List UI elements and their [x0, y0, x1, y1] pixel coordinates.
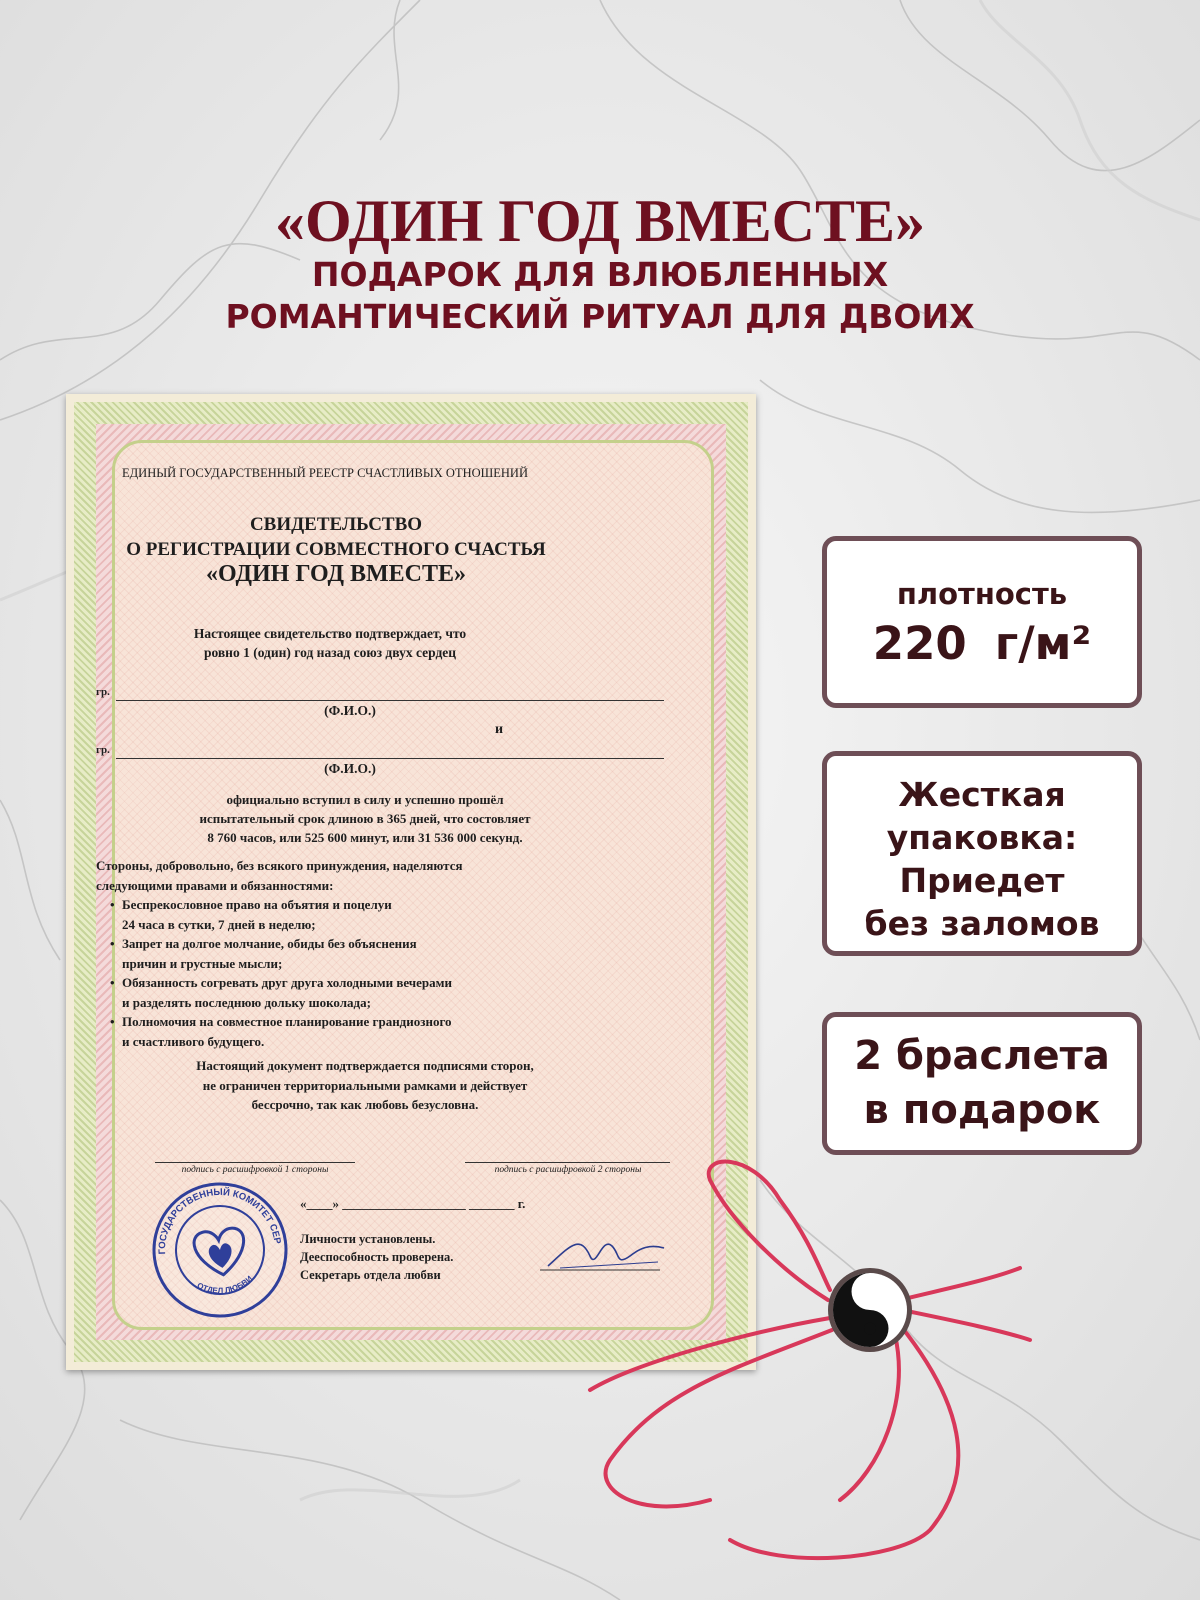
density-value-row	[827, 617, 1137, 670]
fio-label-1: (Ф.И.О.)	[324, 703, 376, 718]
certificate-title-line-3: «ОДИН ГОД ВМЕСТЕ»	[206, 561, 466, 587]
gift-line-1: 2 браслета	[854, 1033, 1110, 1079]
certificate-title-line-2: О РЕГИСТРАЦИИ СОВМЕСТНОГО СЧАСТЬЯ	[126, 539, 546, 560]
rights-item-line: Запрет на долгое молчание, обиды без объяснения	[122, 936, 417, 951]
svg-text:ОТДЕЛ ЛЮБВИ: ОТДЕЛ ЛЮБВИ	[195, 1274, 255, 1296]
fio-label-2: (Ф.И.О.)	[324, 761, 376, 776]
packaging-card	[822, 751, 1142, 956]
intro-line-1: Настоящее свидетельство подтверждает, что	[193, 626, 467, 641]
rights-item-line: и счастливого будущего.	[122, 1033, 265, 1049]
stamp-seal	[150, 1180, 290, 1320]
official-line-1: официально вступил в силу и успешно прошёл	[226, 792, 504, 807]
official-line-3: 8 760 часов, или 525 600 минут, или 31 536 000 секунд.	[207, 830, 523, 845]
rights-intro-1: Стороны, добровольно, без всякого принуждения, наделяются	[96, 858, 463, 873]
gr-label-1: гр.	[96, 686, 110, 698]
packaging-text	[827, 773, 1137, 945]
rights-item	[122, 934, 656, 973]
final-line-1: Настоящий документ подтверждается подписями сторон,	[196, 1058, 534, 1073]
gift-card	[822, 1012, 1142, 1155]
certificate-final	[95, 1056, 635, 1115]
name-line-2	[116, 758, 664, 759]
final-line-3: бессрочно, так как любовь безусловна.	[251, 1097, 479, 1112]
rights-item-line: Беспрекословное право на объятия и поцелуи	[122, 897, 392, 912]
svg-text:ГОСУДАРСТВЕННЫЙ КОМИТЕТ СЕРДЕЧ: ГОСУДАРСТВЕННЫЙ КОМИТЕТ СЕРДЕЧНЫХ	[156, 1186, 283, 1255]
certificate-intro	[100, 624, 560, 662]
hero-subtitle-2: РОМАНТИЧЕСКИЙ РИТУАЛ ДЛЯ ДВОИХ	[225, 297, 975, 336]
name-line-1	[116, 700, 664, 701]
rights-item	[122, 1012, 656, 1051]
verified-line-2: Дееспособность проверена.	[300, 1250, 454, 1264]
signature-line-1	[155, 1162, 355, 1163]
packaging-line-3: Приедет	[899, 861, 1065, 900]
intro-line-2: ровно 1 (один) год назад союз двух сердец	[203, 645, 457, 660]
density-label: плотность	[896, 577, 1068, 611]
rights-item	[122, 973, 656, 1012]
bracelet-image	[580, 1140, 1080, 1580]
certificate-verified	[300, 1230, 480, 1284]
certificate-rights	[96, 856, 656, 1051]
gift-text	[827, 1029, 1137, 1137]
density-card	[822, 536, 1142, 708]
packaging-line-1: Жесткая	[898, 775, 1066, 814]
rights-list	[96, 895, 656, 1051]
hero-title: «ОДИН ГОД ВМЕСТЕ»	[275, 188, 925, 254]
rights-intro-2: следующими правами и обязанностями:	[96, 877, 334, 893]
rights-item	[122, 895, 656, 934]
density-unit: г/м²	[994, 617, 1092, 670]
date-line: «____» ___________________ _______ г.	[300, 1196, 526, 1211]
certificate-registry: ЕДИНЫЙ ГОСУДАРСТВЕННЫЙ РЕЕСТР СЧАСТЛИВЫХ ОТНОШЕНИЙ	[122, 466, 528, 480]
signature-caption-1: подпись с расшифровкой 1 стороны	[181, 1165, 329, 1175]
gift-line-2: в подарок	[863, 1087, 1101, 1133]
verified-line-3: Секретарь отдела любви	[300, 1268, 441, 1282]
yin-yang-charm	[828, 1268, 912, 1352]
hero-subtitle-1: ПОДАРОК ДЛЯ ВЛЮБЛЕННЫХ	[311, 255, 889, 294]
rights-item-line: Полномочия на совместное планирование грандиозного	[122, 1014, 452, 1029]
packaging-line-4: без заломов	[864, 904, 1100, 943]
and-label: и	[495, 722, 504, 737]
certificate-title	[86, 512, 586, 587]
rights-item-line: и разделять последнюю дольку шоколада;	[122, 994, 371, 1010]
signature-caption-2: подпись с расшифровкой 2 стороны	[494, 1165, 642, 1175]
rights-item-line: 24 часа в сутки, 7 дней в неделю;	[122, 916, 316, 932]
packaging-line-2: упаковка:	[886, 818, 1078, 857]
certificate-title-line-1: СВИДЕТЕЛЬСТВО	[249, 514, 423, 535]
verified-line-1: Личности установлены.	[300, 1232, 436, 1246]
density-value: 220	[872, 617, 967, 670]
final-line-2: не ограничен территориальными рамками и действует	[202, 1077, 528, 1093]
rights-item-line: Обязанность согревать друг друга холодными вечерами	[122, 975, 452, 990]
official-line-2: испытательный срок длиною в 365 дней, что состовляет	[199, 811, 531, 826]
certificate-official	[95, 790, 635, 847]
hero-header	[0, 188, 1200, 338]
rights-item-line: причин и грустные мысли;	[122, 955, 283, 971]
gr-label-2: гр.	[96, 744, 110, 756]
